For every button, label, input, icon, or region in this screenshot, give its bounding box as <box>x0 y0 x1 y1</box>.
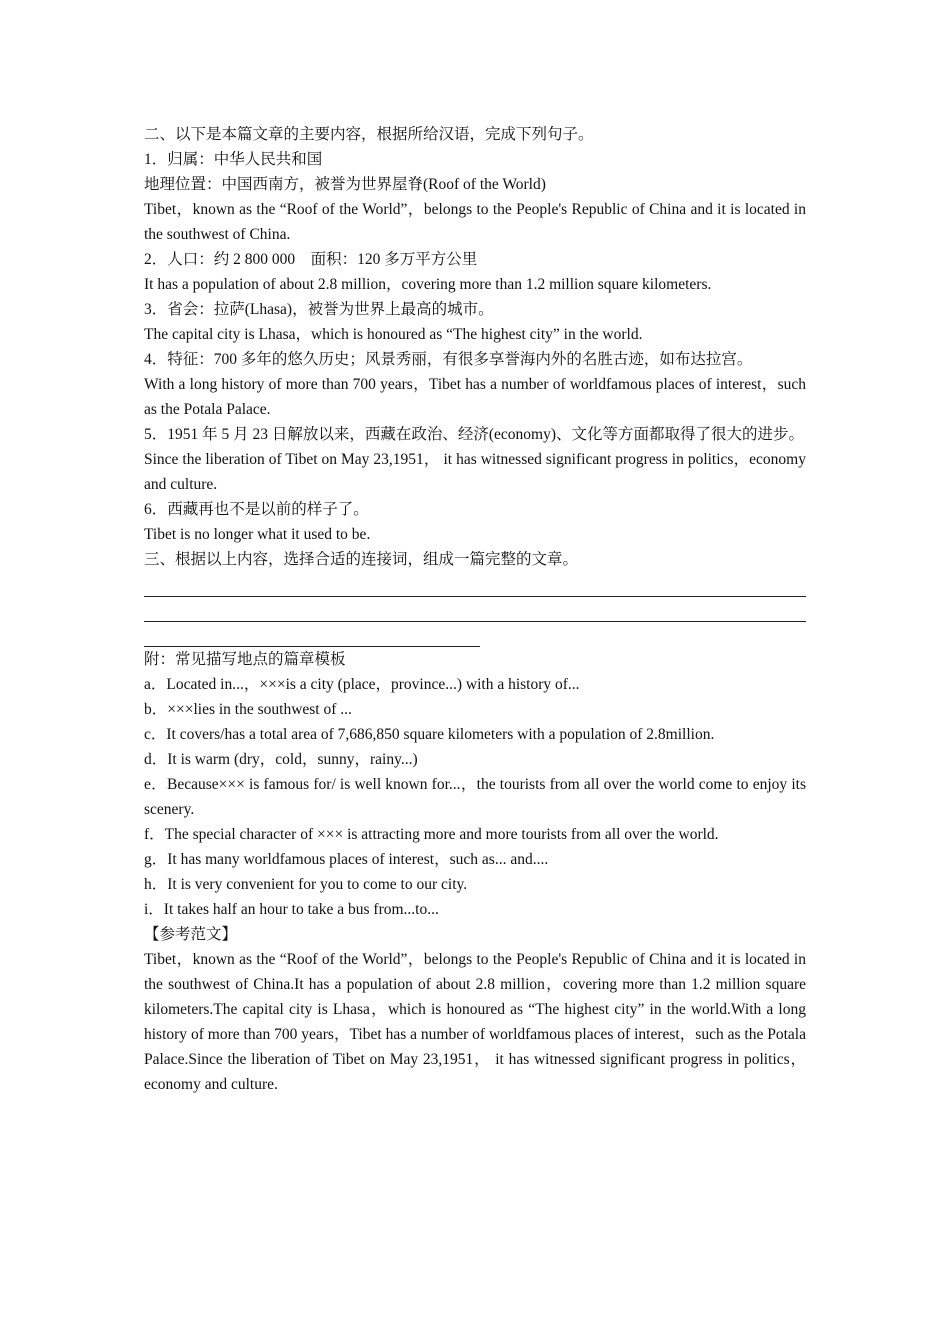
item6-en: Tibet is no longer what it used to be. <box>144 526 371 543</box>
item1-cn-b: 地理位置：中国西南方，被誉为世界屋脊(Roof of the World) <box>144 176 546 193</box>
template-item-a: a．Located in...，×××is a city (place，province...) with a history of... <box>144 676 580 693</box>
item2-en: It has a population of about 2.8 million，covering more than 1.2 million square kilometers. <box>144 276 712 293</box>
reference-heading: 【参考范文】 <box>144 926 238 943</box>
item4-cn: 4．特征：700 多年的悠久历史；风景秀丽，有很多享誉海内外的名胜古迹，如布达拉宫。 <box>144 351 753 368</box>
section2-heading: 二、以下是本篇文章的主要内容，根据所给汉语，完成下列句子。 <box>144 126 594 143</box>
section3-heading: 三、根据以上内容，选择合适的连接词，组成一篇完整的文章。 <box>144 551 579 568</box>
template-item-g: g．It has many worldfamous places of interest，such as... and.... <box>144 851 549 868</box>
template-item-h: h．It is very convenient for you to come to our city. <box>144 876 468 893</box>
item1-cn-a: 1．归属：中华人民共和国 <box>144 151 323 168</box>
answer-line-1 <box>144 572 806 597</box>
answer-line-3 <box>144 622 480 647</box>
template-item-f: f．The special character of ××× is attracting more and more tourists from all over the world. <box>144 826 719 843</box>
answer-line-2 <box>144 597 806 622</box>
item5-en: Since the liberation of Tibet on May 23,1951， it has witnessed significant progress in politics，economy and culture. <box>144 451 806 493</box>
template-item-i: i．It takes half an hour to take a bus from...to... <box>144 901 439 918</box>
item3-en: The capital city is Lhasa，which is honoured as “The highest city” in the world. <box>144 326 643 343</box>
template-item-d: d．It is warm (dry，cold，sunny，rainy...) <box>144 751 418 768</box>
reference-text: Tibet，known as the “Roof of the World”，belongs to the People's Republic of China and it is located in the southwest of China.It has a population of about 2.8 million，covering more than 1.2 million square kilometers.The capital city is Lhasa，which is honoured as “The highest city” in the world.With a long history of more than 700 years，Tibet has a number of worldfamous places of interest，such as the Potala Palace.Since the liberation of Tibet on May 23,1951， it has witnessed significant progress in politics，economy and culture. <box>144 951 806 1093</box>
item2-cn: 2．人口：约 2 800 000 面积：120 多万平方公里 <box>144 251 478 268</box>
item5-cn: 5．1951 年 5 月 23 日解放以来，西藏在政治、经济(economy)、文化等方面都取得了很大的进步。 <box>144 426 805 443</box>
item1-en: Tibet，known as the “Roof of the World”，belongs to the People's Republic of China and it is located in the southwest of China. <box>144 201 806 243</box>
template-item-b: b．×××lies in the southwest of ... <box>144 701 352 718</box>
item3-cn: 3．省会：拉萨(Lhasa)，被誉为世界上最高的城市。 <box>144 301 494 318</box>
template-item-c: c．It covers/has a total area of 7,686,850 square kilometers with a population of 2.8million. <box>144 726 715 743</box>
appendix-heading: 附：常见描写地点的篇章模板 <box>144 651 346 668</box>
template-item-e: e．Because××× is famous for/ is well known for...，the tourists from all over the world come to enjoy its scenery. <box>144 776 806 818</box>
item6-cn: 6．西藏再也不是以前的样子了。 <box>144 501 369 518</box>
item4-en: With a long history of more than 700 years，Tibet has a number of worldfamous places of interest，such as the Potala Palace. <box>144 376 806 418</box>
document-page <box>144 122 806 1097</box>
